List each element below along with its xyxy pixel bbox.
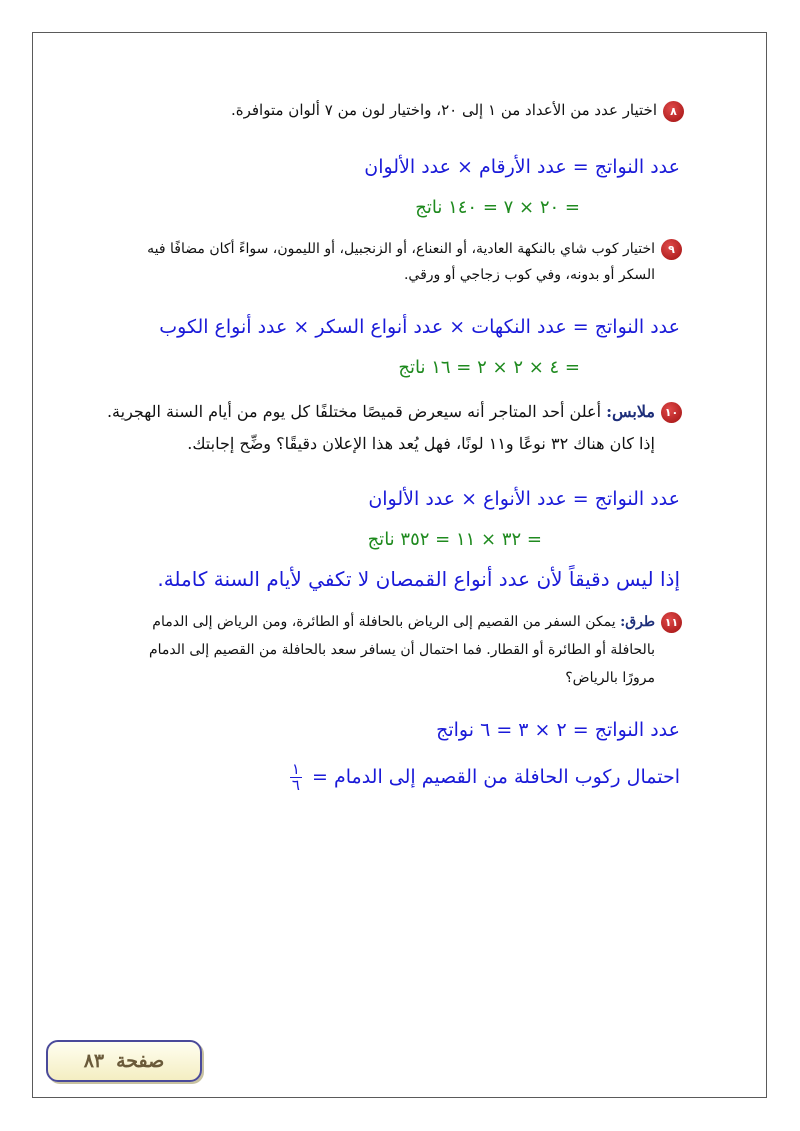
- page-number: ٨٣: [83, 1050, 105, 1072]
- question-10: [107, 396, 682, 460]
- answer-line: = ٣٢ × ١١ = ٣٥٢ ناتج: [367, 529, 542, 550]
- fraction: [290, 762, 302, 793]
- question-number-badge: ٩: [661, 239, 682, 260]
- page-label: صفحة: [116, 1050, 165, 1072]
- fraction-numerator: ١: [291, 760, 300, 778]
- question-text-line: إذا كان هناك ٣٢ نوعًا و١١ لونًا، فهل يُعد هذا الإعلان دقيقًا؟ وضِّح إجابتك.: [187, 434, 655, 453]
- answer-line: عدد النواتج = عدد النكهات × عدد أنواع السكر × عدد أنواع الكوب: [159, 316, 680, 338]
- fraction-denominator: ٦: [291, 776, 300, 794]
- answer-line: احتمال ركوب الحافلة من القصيم إلى الدمام =: [312, 766, 680, 788]
- question-text-line: أعلن أحد المتاجر أنه سيعرض قميصًا مختلفًا كل يوم من أيام السنة الهجرية.: [106, 402, 602, 421]
- answer-conclusion: إذا ليس دقيقاً لأن عدد أنواع القمصان لا تكفي لأيام السنة كاملة.: [157, 567, 680, 591]
- probability-line: [290, 762, 680, 793]
- question-text-line: اختيار عدد من الأعداد من ١ إلى ٢٠، واختيار لون من ٧ ألوان متوافرة.: [230, 101, 657, 119]
- question-text-line: مرورًا بالرياض؟: [565, 670, 655, 686]
- question-keyword: ملابس:: [606, 402, 655, 421]
- question-number-badge: ١٠: [661, 402, 682, 423]
- answer-line: عدد النواتج = عدد الأنواع × عدد الألوان: [368, 488, 680, 510]
- question-text-line: بالحافلة أو الطائرة أو القطار. فما احتمال أن يسافر سعد بالحافلة من القصيم إلى الدمام: [148, 642, 655, 658]
- question-9: [147, 236, 682, 288]
- question-keyword: طرق:: [620, 614, 655, 630]
- page-number-badge: [46, 1040, 202, 1082]
- answer-line: = ٤ × ٢ × ٢ = ١٦ ناتج: [398, 357, 580, 378]
- question-text-line: اختيار كوب شاي بالنكهة العادية، أو النعناع، أو الزنجبيل، أو الليمون، سواءً أكان مضافًا فيه: [147, 241, 655, 257]
- question-text-line: يمكن السفر من القصيم إلى الرياض بالحافلة أو الطائرة، ومن الرياض إلى الدمام: [152, 614, 616, 630]
- page-frame: [32, 32, 767, 1098]
- question-number-badge: ١١: [661, 612, 682, 633]
- question-text-line: السكر أو بدونه، وفي كوب زجاجي أو ورقي.: [403, 267, 655, 283]
- answer-line: عدد النواتج = عدد الأرقام × عدد الألوان: [364, 156, 680, 178]
- question-8: [231, 97, 684, 124]
- question-number-badge: ٨: [663, 101, 684, 122]
- answer-line: = ٢٠ × ٧ = ١٤٠ ناتج: [415, 197, 580, 218]
- answer-line: عدد النواتج = ٢ × ٣ = ٦ نواتج: [436, 719, 680, 741]
- question-11: [149, 608, 682, 692]
